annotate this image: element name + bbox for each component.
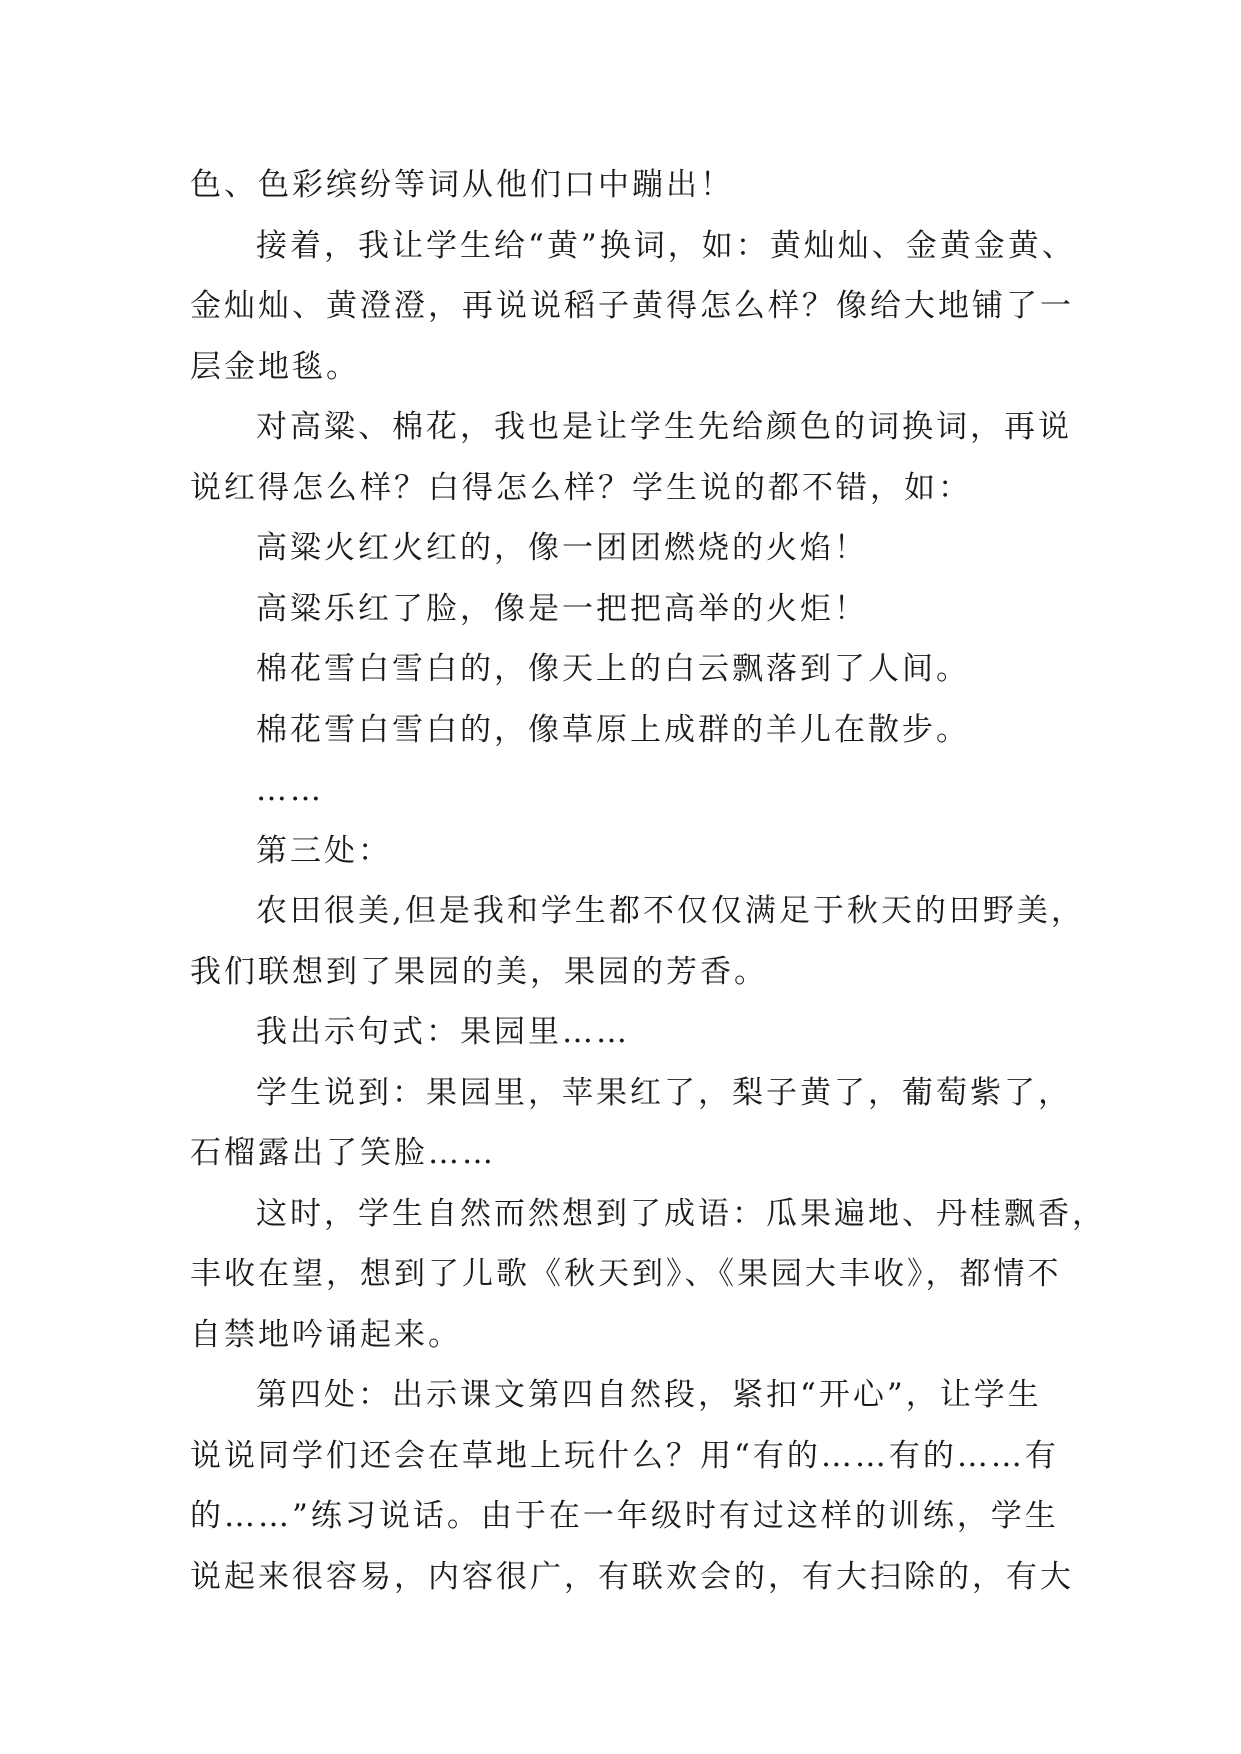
text-line: 说起来很容易，内容很广，有联欢会的，有大扫除的，有大 [190,1558,1074,1595]
text-line: 说红得怎么样？白得怎么样？学生说的都不错，如： [190,469,972,506]
text-line: 学生说到：果园里，苹果红了，梨子黄了，葡萄紫了， [256,1074,1072,1111]
text-line: 层金地毯。 [190,348,360,385]
text-line: 第四处：出示课文第四自然段，紧扣“开心”，让学生 [256,1377,1042,1413]
text-line: 我们联想到了果园的美，果园的芳香。 [190,953,768,990]
text-line: 对高粱、棉花，我也是让学生先给颜色的词换词，再说 [256,409,1072,445]
text-line: 自禁地吟诵起来。 [190,1316,462,1353]
text-line: …… [256,772,324,808]
text-line: 农田很美,但是我和学生都不仅仅满足于秋天的田野美， [256,893,1085,929]
text-line: 的……”练习说话。由于在一年级时有过这样的训练，学生 [190,1498,1059,1534]
document-body [190,155,1106,1607]
text-line: 丰收在望，想到了儿歌《秋天到》、《果园大丰收》，都情不 [190,1256,1062,1292]
section-heading: 第三处： [256,832,392,869]
text-line: 石榴露出了笑脸…… [190,1135,496,1171]
text-line: 说说同学们还会在草地上玩什么？用“有的……有的……有 [190,1437,1059,1474]
text-line: 接着，我让学生给“黄”换词，如：黄灿灿、金黄金黄、 [256,227,1076,264]
text-line: 高粱火红火红的，像一团团燃烧的火焰！ [256,530,868,566]
text-line: 金灿灿、黄澄澄，再说说稻子黄得怎么样？像给大地铺了一 [190,288,1074,324]
text-line: 高粱乐红了脸，像是一把把高举的火炬！ [256,590,868,627]
text-line: 棉花雪白雪白的，像天上的白云飘落到了人间。 [256,651,970,687]
text-line: 色、色彩缤纷等词从他们口中蹦出！ [190,167,734,203]
text-line: 棉花雪白雪白的，像草原上成群的羊儿在散步。 [256,711,970,748]
text-line: 我出示句式：果园里…… [256,1014,630,1050]
text-line: 这时，学生自然而然想到了成语：瓜果遍地、丹桂飘香， [256,1195,1106,1232]
